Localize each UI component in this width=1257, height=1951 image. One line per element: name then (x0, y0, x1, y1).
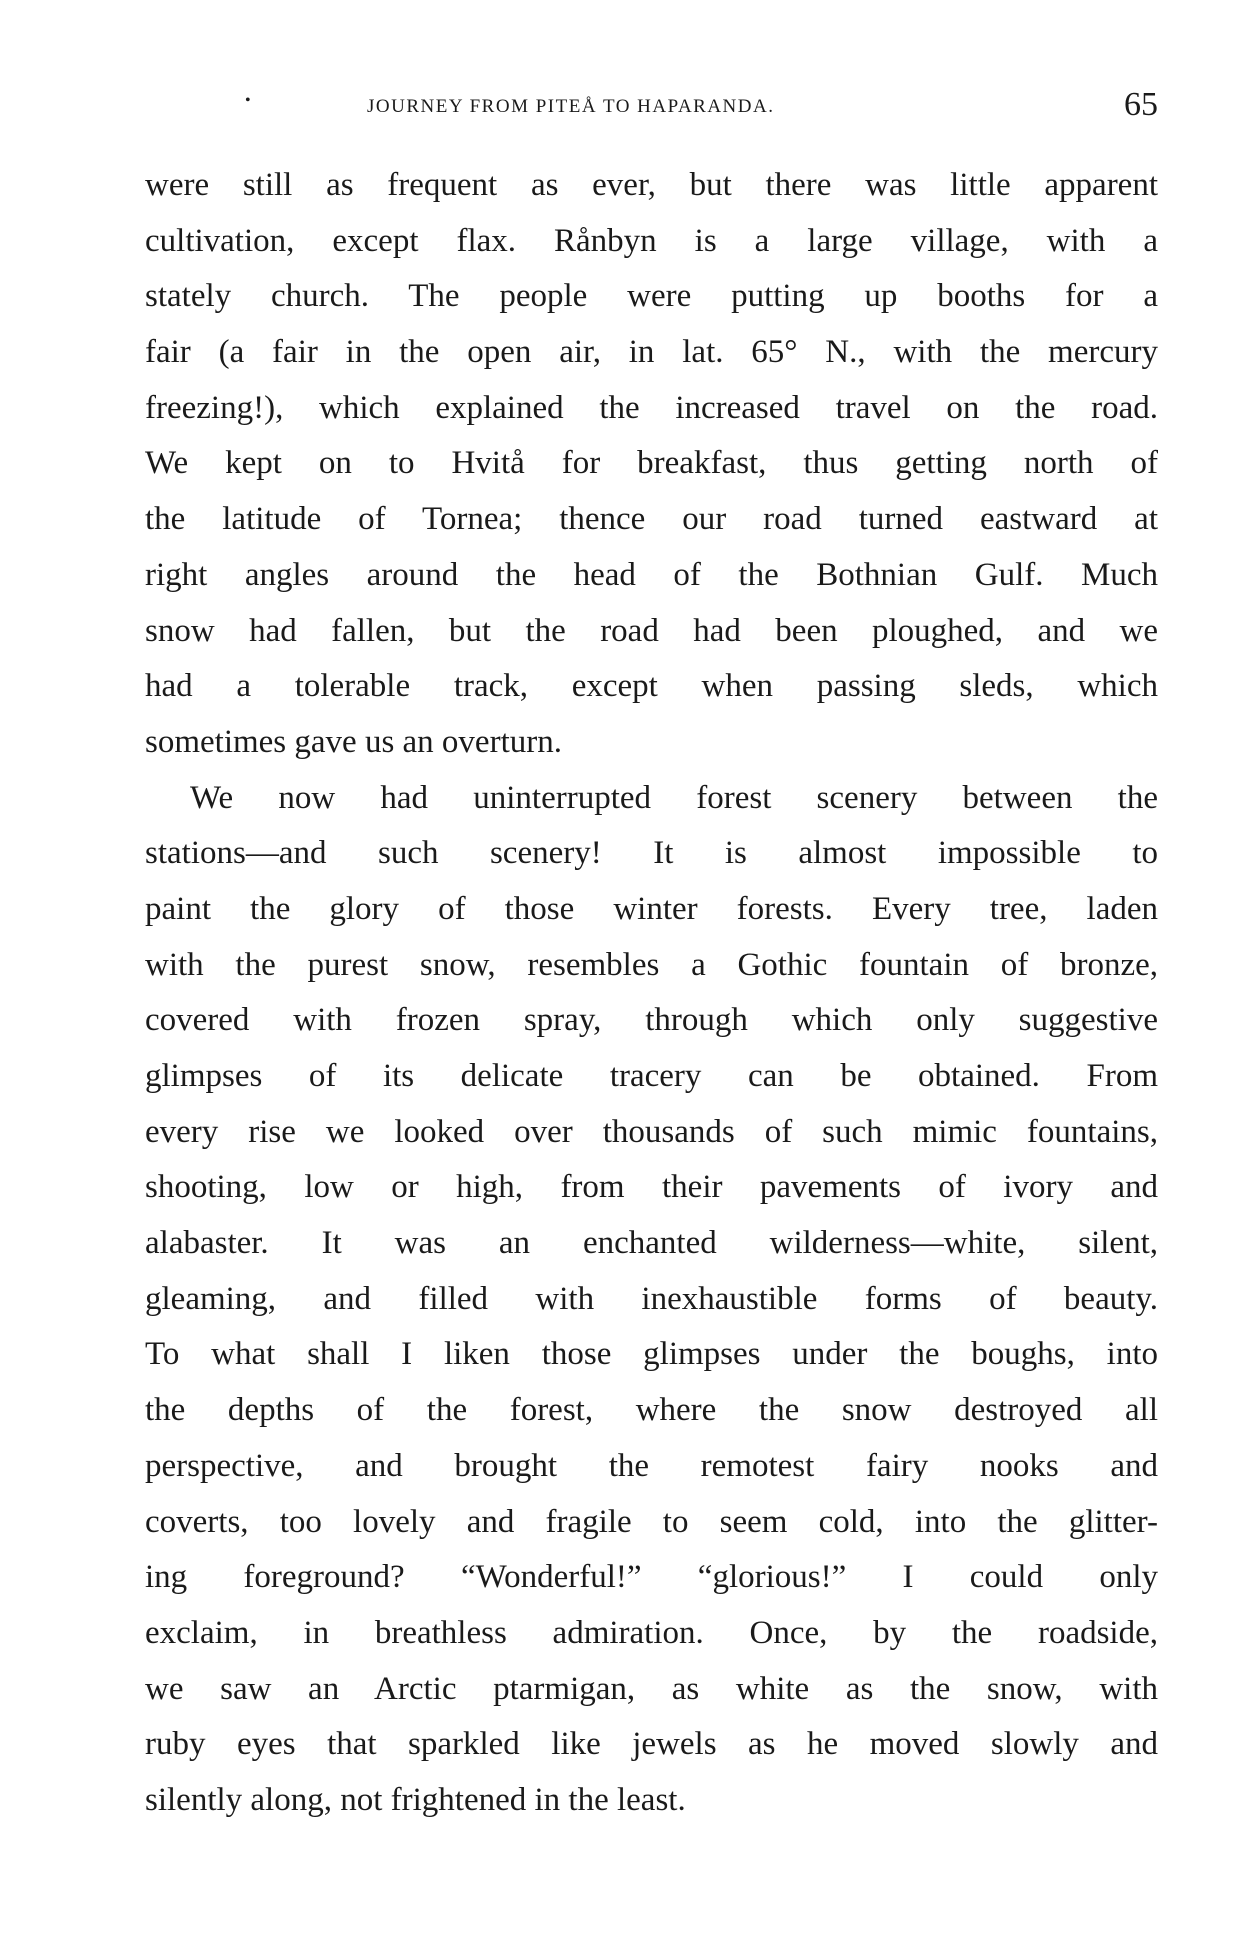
text-line: We kept on to Hvitå for breakfast, thus getting north of (145, 445, 1158, 482)
text-line: We now had uninterrupted forest scenery between the (190, 779, 1158, 816)
text-line: every rise we looked over thousands of such mimic fountains, (145, 1113, 1158, 1150)
text-line: with the purest snow, resembles a Gothic fountain of bronze, (145, 946, 1158, 983)
print-speck: • (245, 92, 251, 109)
text-line: had a tolerable track, except when passing sleds, which (145, 668, 1158, 705)
body-text (145, 158, 1158, 1829)
text-line: freezing!), which explained the increased travel on the road. (145, 389, 1158, 426)
text-line: glimpses of its delicate tracery can be obtained. From (145, 1058, 1158, 1094)
text-line: the depths of the forest, where the snow destroyed all (145, 1392, 1158, 1429)
running-title: JOURNEY FROM PITEÅ TO HAPARANDA. (367, 96, 775, 117)
text-line: shooting, low or high, from their pavements of ivory and (145, 1169, 1158, 1206)
paragraph (145, 771, 1158, 1829)
text-line: stations—and such scenery! It is almost impossible to (145, 835, 1158, 872)
text-line: silently along, not frightened in the least. (145, 1781, 686, 1818)
text-line: sometimes gave us an overturn. (145, 723, 562, 760)
text-line: To what shall I liken those glimpses under the boughs, into (145, 1336, 1158, 1373)
text-line: covered with frozen spray, through which only suggestive (145, 1002, 1158, 1039)
text-line: paint the glory of those winter forests. Every tree, laden (145, 890, 1158, 927)
text-line: the latitude of Tornea; thence our road turned eastward at (145, 501, 1158, 538)
text-line: right angles around the head of the Bothnian Gulf. Much (145, 556, 1158, 593)
text-line: fair (a fair in the open air, in lat. 65° N., with the mercury (145, 334, 1158, 371)
paragraph (145, 158, 1158, 771)
text-line: ruby eyes that sparkled like jewels as he moved slowly and (145, 1726, 1158, 1763)
text-line: were still as frequent as ever, but there was little apparent (145, 167, 1158, 203)
text-line: ing foreground? “Wonderful!” “glorious!” I could only (145, 1559, 1158, 1596)
page-number: 65 (1124, 86, 1158, 123)
text-line: coverts, too lovely and fragile to seem cold, into the glitter- (145, 1503, 1158, 1540)
text-line: exclaim, in breathless admiration. Once, by the roadside, (145, 1614, 1158, 1651)
text-line: alabaster. It was an enchanted wilderness—white, silent, (145, 1225, 1158, 1262)
text-line: perspective, and brought the remotest fairy nooks and (145, 1447, 1158, 1484)
page-header (145, 86, 1158, 132)
text-line: stately church. The people were putting up booths for a (145, 278, 1158, 315)
text-line: we saw an Arctic ptarmigan, as white as the snow, with (145, 1670, 1158, 1707)
text-line: cultivation, except flax. Rånbyn is a large village, with a (145, 222, 1158, 259)
text-line: snow had fallen, but the road had been ploughed, and we (145, 612, 1158, 649)
text-line: gleaming, and filled with inexhaustible forms of beauty. (145, 1280, 1158, 1317)
